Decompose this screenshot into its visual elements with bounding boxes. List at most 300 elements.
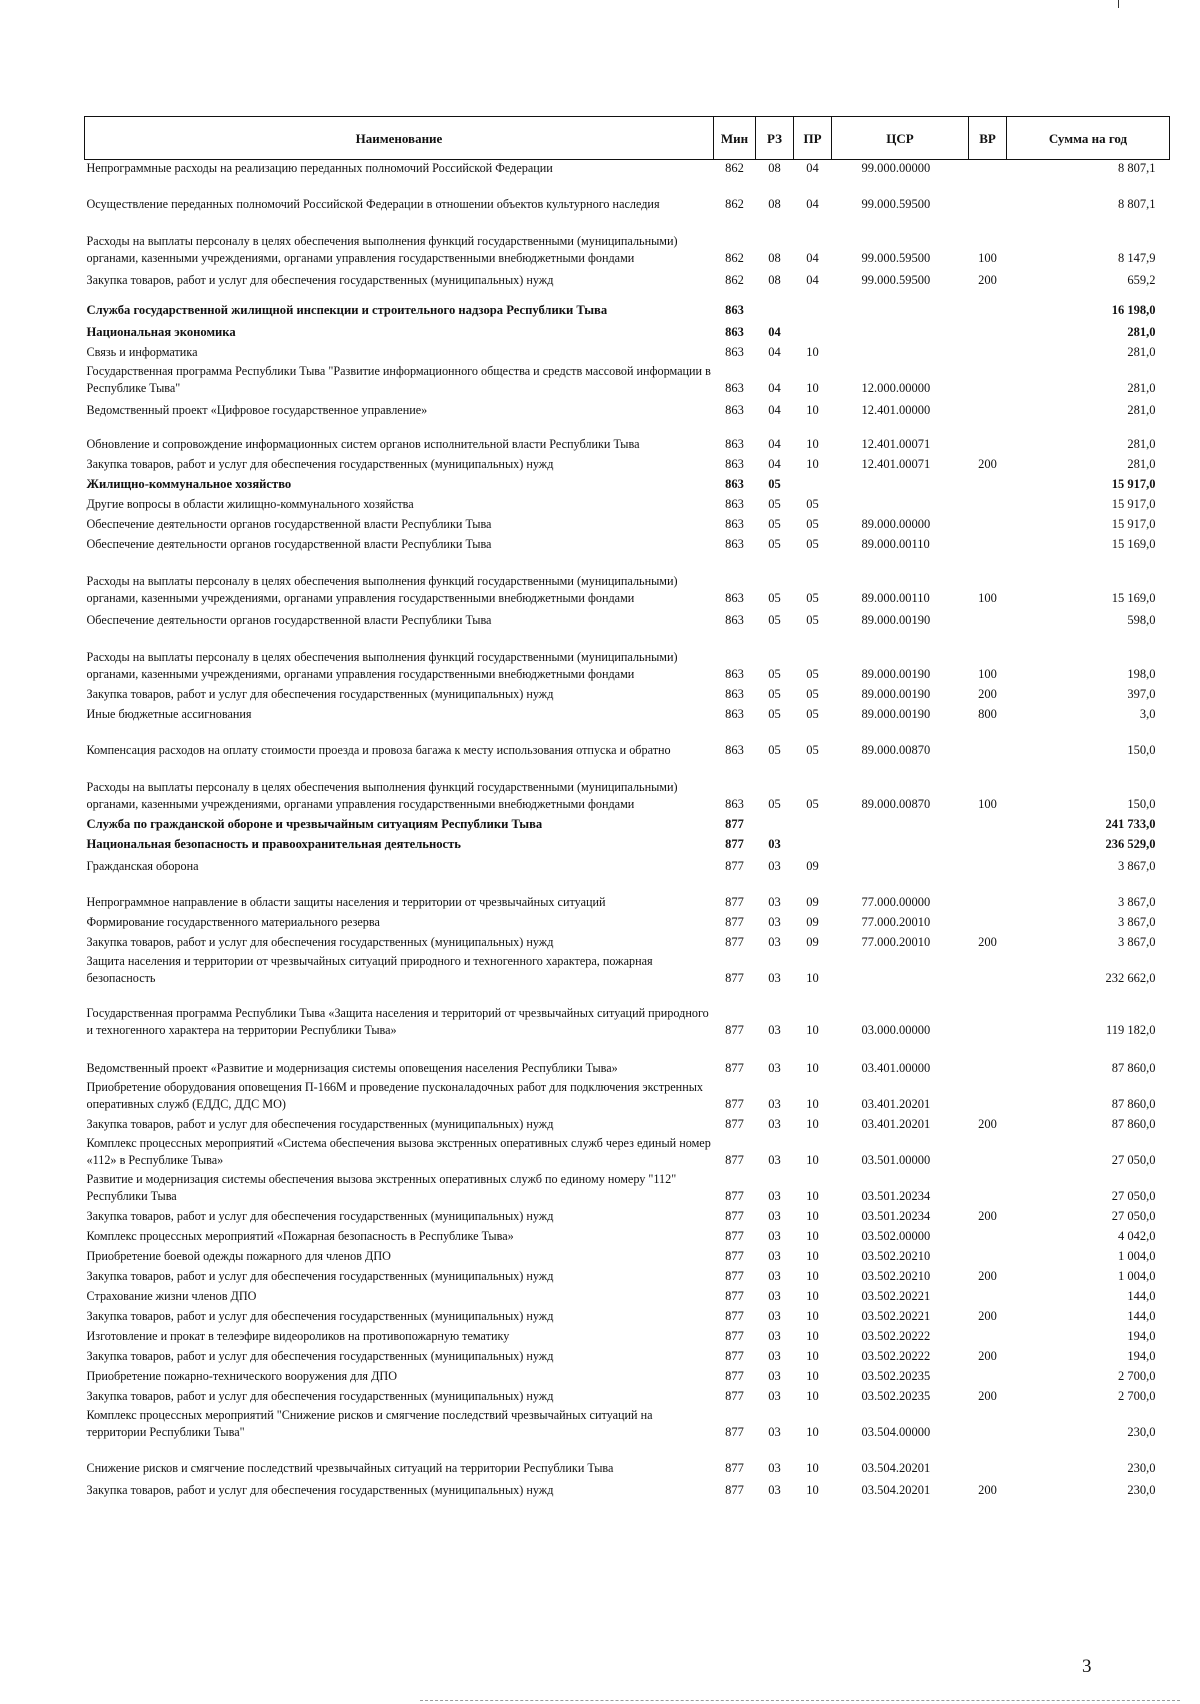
cell-pr (794, 833, 832, 853)
cell-vr: 200 (978, 1483, 997, 1497)
cell-pr: 10 (806, 1369, 819, 1383)
cell-rz: 05 (768, 743, 781, 757)
cell-pr: 10 (806, 1461, 819, 1475)
cell-sum: 230,0 (1127, 1425, 1156, 1439)
table-row (85, 1345, 1170, 1365)
cell-sum: 119 182,0 (1105, 1023, 1156, 1037)
cell-pr (794, 813, 832, 833)
cell-sum: 2 700,0 (1118, 1369, 1156, 1383)
cell-rz: 03 (768, 1461, 781, 1475)
cell-vr: 200 (978, 1309, 997, 1323)
cell-vr: 200 (978, 1349, 997, 1363)
cell-pr: 09 (806, 915, 819, 929)
cell-pr: 04 (806, 273, 819, 287)
cell-vr (969, 361, 1007, 397)
cell-sum: 236 529,0 (1105, 837, 1156, 851)
cell-name: Приобретение боевой одежды пожарного для членов ДПО (86, 1249, 391, 1263)
cell-sum: 87 860,0 (1111, 1117, 1156, 1131)
cell-sum: 87 860,0 (1111, 1097, 1156, 1111)
cell-name: Связь и информатика (86, 345, 198, 359)
corner-mark (1118, 0, 1119, 8)
cell-sum: 194,0 (1127, 1349, 1156, 1363)
cell-name: Закупка товаров, работ и услуг для обеспечения государственных (муниципальных) нужд (86, 1209, 554, 1223)
cell-name: Другие вопросы в области жилищно-коммунального хозяйства (86, 497, 414, 511)
cell-name: Изготовление и прокат в телеэфире видеороликов на противопожарную тематику (86, 1329, 510, 1343)
cell-sum: 15 169,0 (1111, 591, 1156, 605)
table-row (85, 1169, 1170, 1205)
cell-csr: 77.000.20010 (861, 915, 931, 929)
cell-pr: 10 (806, 1229, 819, 1243)
cell-min: 862 (725, 197, 744, 211)
cell-sum: 397,0 (1127, 687, 1156, 701)
cell-csr: 99.000.59500 (861, 273, 931, 287)
cell-sum: 27 050,0 (1111, 1209, 1156, 1223)
cell-csr: 89.000.00870 (861, 743, 931, 757)
header-name: Наименование (85, 117, 714, 160)
cell-vr: 200 (978, 1209, 997, 1223)
cell-vr (969, 1285, 1007, 1305)
cell-name: Ведомственный проект «Развитие и модернизация системы оповещения населения Республики Тыва» (86, 1061, 618, 1075)
cell-pr: 09 (806, 859, 819, 873)
cell-min: 863 (725, 403, 744, 417)
cell-rz: 03 (768, 1097, 781, 1111)
cell-min: 863 (725, 303, 744, 317)
cell-min: 863 (725, 743, 744, 757)
cell-csr: 03.504.00000 (861, 1425, 931, 1439)
cell-min: 862 (725, 273, 744, 287)
cell-csr: 89.000.00110 (861, 591, 930, 605)
cell-pr: 10 (806, 1097, 819, 1111)
cell-name: Государственная программа Республики Тыва «Защита населения и территорий от чрезвычайных ситуаций природного и техногенного характера на территории Республики Тыва» (86, 1006, 709, 1037)
cell-pr: 04 (806, 251, 819, 265)
cell-sum: 2 700,0 (1118, 1389, 1156, 1403)
cell-rz (756, 289, 794, 319)
cell-pr: 04 (806, 197, 819, 211)
cell-rz: 04 (768, 457, 781, 471)
cell-pr: 05 (806, 517, 819, 531)
table-row (85, 759, 1170, 813)
cell-pr: 09 (806, 935, 819, 949)
table-row (85, 513, 1170, 533)
cell-min: 877 (725, 915, 744, 929)
cell-name: Расходы на выплаты персоналу в целях обеспечения выполнения функций государственными (муниципальными) органами, казенными учреждениями, органами управления государственными внебюджетными фондами (86, 234, 678, 265)
cell-csr: 89.000.00190 (861, 687, 931, 701)
cell-min: 862 (725, 161, 744, 175)
table-row (85, 1477, 1170, 1499)
cell-pr: 09 (806, 895, 819, 909)
cell-rz: 03 (768, 837, 781, 851)
cell-vr: 800 (978, 707, 997, 721)
cell-csr (832, 493, 969, 513)
cell-min: 863 (725, 517, 744, 531)
table-row (85, 813, 1170, 833)
cell-csr: 12.401.00000 (861, 403, 931, 417)
cell-pr (794, 473, 832, 493)
cell-pr: 05 (806, 797, 819, 811)
cell-sum: 15 917,0 (1111, 477, 1156, 491)
cell-sum: 232 662,0 (1105, 971, 1156, 985)
cell-pr: 10 (806, 1249, 819, 1263)
table-row (85, 987, 1170, 1039)
table-row (85, 361, 1170, 397)
cell-name: Снижение рисков и смягчение последствий чрезвычайных ситуаций на территории Республики Тыва (86, 1461, 614, 1475)
cell-sum: 4 042,0 (1118, 1229, 1156, 1243)
cell-csr: 03.502.20210 (861, 1249, 931, 1263)
cell-csr: 03.401.20201 (861, 1117, 931, 1131)
cell-csr: 89.000.00000 (861, 517, 931, 531)
cell-name: Приобретение пожарно-технического вооружения для ДПО (86, 1369, 397, 1383)
cell-rz: 08 (768, 251, 781, 265)
cell-rz: 04 (768, 345, 781, 359)
cell-name: Закупка товаров, работ и услуг для обеспечения государственных (муниципальных) нужд (86, 457, 554, 471)
cell-vr (969, 1077, 1007, 1113)
cell-sum: 230,0 (1127, 1483, 1156, 1497)
cell-sum: 194,0 (1127, 1329, 1156, 1343)
cell-name: Закупка товаров, работ и услуг для обеспечения государственных (муниципальных) нужд (86, 1389, 554, 1403)
cell-csr: 12.000.00000 (861, 381, 931, 395)
cell-vr: 200 (978, 1269, 997, 1283)
table-row (85, 1365, 1170, 1385)
cell-min: 877 (725, 1023, 744, 1037)
budget-table (84, 116, 1170, 1499)
header-sum: Сумма на год (1007, 117, 1170, 160)
cell-sum: 150,0 (1127, 797, 1156, 811)
table-row (85, 951, 1170, 987)
cell-name: Развитие и модернизация системы обеспечения вызова экстренных оперативных служб по единому номеру "112" Республики Тыва (86, 1172, 677, 1203)
cell-rz (756, 813, 794, 833)
cell-sum: 3,0 (1139, 707, 1156, 721)
cell-name: Национальная экономика (86, 325, 236, 339)
cell-pr: 05 (806, 743, 819, 757)
cell-pr: 10 (806, 1349, 819, 1363)
table-row (85, 1385, 1170, 1405)
cell-min: 877 (725, 1329, 744, 1343)
cell-sum: 16 198,0 (1111, 303, 1156, 317)
cell-sum: 15 169,0 (1111, 537, 1156, 551)
cell-min: 862 (725, 251, 744, 265)
cell-rz: 03 (768, 971, 781, 985)
cell-csr (832, 951, 969, 987)
cell-sum: 15 917,0 (1111, 517, 1156, 531)
cell-rz: 05 (768, 687, 781, 701)
cell-vr (969, 533, 1007, 553)
cell-csr: 89.000.00110 (861, 537, 930, 551)
table-body (85, 160, 1170, 1500)
cell-min: 863 (725, 707, 744, 721)
cell-sum: 281,0 (1127, 325, 1156, 339)
cell-min: 863 (725, 797, 744, 811)
table-row (85, 1133, 1170, 1169)
cell-pr: 05 (806, 497, 819, 511)
cell-name: Непрограммные расходы на реализацию переданных полномочий Российской Федерации (86, 161, 553, 175)
cell-pr: 05 (806, 591, 819, 605)
cell-min: 877 (725, 1483, 744, 1497)
cell-name: Ведомственный проект «Цифровое государственное управление» (86, 403, 428, 417)
cell-sum: 150,0 (1127, 743, 1156, 757)
cell-csr: 12.401.00071 (861, 437, 931, 451)
cell-rz: 04 (768, 403, 781, 417)
table-row (85, 319, 1170, 341)
cell-sum: 8 807,1 (1118, 161, 1156, 175)
cell-pr (794, 319, 832, 341)
cell-sum: 3 867,0 (1118, 935, 1156, 949)
cell-rz: 03 (768, 1309, 781, 1323)
cell-name: Закупка товаров, работ и услуг для обеспечения государственных (муниципальных) нужд (86, 1309, 554, 1323)
cell-vr: 200 (978, 273, 997, 287)
cell-min: 877 (725, 1117, 744, 1131)
cell-rz: 03 (768, 1117, 781, 1131)
cell-sum: 281,0 (1127, 381, 1156, 395)
cell-min: 863 (725, 457, 744, 471)
cell-vr (969, 319, 1007, 341)
cell-rz: 03 (768, 1483, 781, 1497)
table-row (85, 213, 1170, 267)
cell-name: Жилищно-коммунальное хозяйство (86, 477, 292, 491)
cell-vr (969, 723, 1007, 759)
cell-sum: 241 733,0 (1105, 817, 1156, 831)
cell-csr: 03.502.20235 (861, 1369, 931, 1383)
cell-min: 863 (725, 591, 744, 605)
cell-min: 863 (725, 667, 744, 681)
cell-sum: 3 867,0 (1118, 895, 1156, 909)
cell-min: 877 (725, 1249, 744, 1263)
cell-pr: 10 (806, 1483, 819, 1497)
table-row (85, 683, 1170, 703)
cell-sum: 281,0 (1127, 457, 1156, 471)
cell-csr: 03.504.20201 (861, 1483, 931, 1497)
cell-vr (969, 1169, 1007, 1205)
cell-sum: 281,0 (1127, 345, 1156, 359)
cell-min: 877 (725, 837, 744, 851)
cell-name: Обеспечение деятельности органов государственной власти Республики Тыва (86, 537, 492, 551)
cell-rz: 03 (768, 1153, 781, 1167)
cell-pr: 10 (806, 971, 819, 985)
cell-sum: 281,0 (1127, 403, 1156, 417)
cell-csr: 12.401.00071 (861, 457, 931, 471)
cell-vr (969, 1365, 1007, 1385)
cell-rz: 03 (768, 1389, 781, 1403)
cell-rz: 05 (768, 707, 781, 721)
table-row (85, 1225, 1170, 1245)
table-row (85, 1405, 1170, 1441)
table-row (85, 931, 1170, 951)
cell-min: 863 (725, 325, 744, 339)
cell-pr: 10 (806, 381, 819, 395)
table-row (85, 453, 1170, 473)
table-row (85, 1039, 1170, 1077)
cell-name: Непрограммное направление в области защиты населения и территории от чрезвычайных ситуаций (86, 895, 606, 909)
table-row (85, 419, 1170, 453)
cell-pr: 10 (806, 1289, 819, 1303)
cell-pr (794, 289, 832, 319)
cell-vr (969, 341, 1007, 361)
cell-csr: 03.502.20210 (861, 1269, 931, 1283)
cell-name: Формирование государственного материального резерва (86, 915, 380, 929)
table-row (85, 629, 1170, 683)
cell-vr (969, 419, 1007, 453)
cell-rz: 05 (768, 667, 781, 681)
cell-sum: 1 004,0 (1118, 1269, 1156, 1283)
cell-min: 877 (725, 1309, 744, 1323)
table-row (85, 160, 1170, 178)
cell-csr: 77.000.20010 (861, 935, 931, 949)
cell-name: Защита населения и территории от чрезвычайных ситуаций природного и техногенного характера, пожарная безопасность (86, 954, 653, 985)
cell-vr (969, 177, 1007, 213)
cell-sum: 281,0 (1127, 437, 1156, 451)
cell-sum: 659,2 (1127, 273, 1156, 287)
cell-pr: 04 (806, 161, 819, 175)
cell-pr: 10 (806, 345, 819, 359)
cell-pr: 10 (806, 457, 819, 471)
cell-rz: 03 (768, 1369, 781, 1383)
cell-csr (832, 833, 969, 853)
cell-min: 877 (725, 1425, 744, 1439)
table-row (85, 1205, 1170, 1225)
cell-csr: 89.000.00190 (861, 613, 931, 627)
cell-pr: 10 (806, 1209, 819, 1223)
cell-min: 877 (725, 1369, 744, 1383)
cell-csr: 99.000.59500 (861, 197, 931, 211)
cell-vr (969, 1245, 1007, 1265)
cell-csr (832, 341, 969, 361)
cell-sum: 230,0 (1127, 1461, 1156, 1475)
cell-rz: 03 (768, 1289, 781, 1303)
cell-min: 877 (725, 1153, 744, 1167)
table-row (85, 397, 1170, 419)
header-vr: ВР (969, 117, 1007, 160)
header-rz: РЗ (756, 117, 794, 160)
table-row (85, 911, 1170, 931)
cell-rz: 03 (768, 1229, 781, 1243)
cell-csr: 03.502.00000 (861, 1229, 931, 1243)
cell-vr (969, 1405, 1007, 1441)
cell-rz: 05 (768, 477, 781, 491)
cell-min: 877 (725, 817, 744, 831)
table-row (85, 607, 1170, 629)
cell-sum: 27 050,0 (1111, 1153, 1156, 1167)
cell-pr: 05 (806, 707, 819, 721)
cell-csr: 89.000.00870 (861, 797, 931, 811)
cell-min: 877 (725, 935, 744, 949)
cell-name: Расходы на выплаты персоналу в целях обеспечения выполнения функций государственными (муниципальными) органами, казенными учреждениями, органами управления государственными внебюджетными фондами (86, 574, 678, 605)
cell-vr (969, 1133, 1007, 1169)
cell-min: 877 (725, 971, 744, 985)
cell-min: 877 (725, 1461, 744, 1475)
cell-name: Компенсация расходов на оплату стоимости проезда и провоза багажа к месту использования отпуска и обратно (86, 743, 671, 757)
cell-vr (969, 951, 1007, 987)
cell-vr (969, 1325, 1007, 1345)
cell-name: Приобретение оборудования оповещения П-166М и проведение пусконаладочных работ для подключения экстренных оперативных служб (ЕДДС, ДДС МО) (86, 1080, 703, 1111)
cell-pr: 05 (806, 537, 819, 551)
cell-vr: 200 (978, 935, 997, 949)
cell-vr (969, 833, 1007, 853)
cell-csr: 03.502.20222 (861, 1329, 931, 1343)
cell-sum: 3 867,0 (1118, 915, 1156, 929)
cell-pr: 10 (806, 1061, 819, 1075)
cell-csr: 03.000.00000 (861, 1023, 931, 1037)
table-row (85, 493, 1170, 513)
cell-name: Обеспечение деятельности органов государственной власти Республики Тыва (86, 517, 492, 531)
cell-csr (832, 813, 969, 833)
cell-vr: 100 (978, 251, 997, 265)
cell-rz: 03 (768, 859, 781, 873)
cell-vr (969, 493, 1007, 513)
cell-min: 877 (725, 1269, 744, 1283)
cell-min: 877 (725, 1097, 744, 1111)
cell-csr: 99.000.59500 (861, 251, 931, 265)
cell-min: 863 (725, 345, 744, 359)
cell-name: Национальная безопасность и правоохранительная деятельность (86, 837, 461, 851)
cell-pr: 10 (806, 1309, 819, 1323)
cell-rz: 03 (768, 1209, 781, 1223)
cell-csr: 77.000.00000 (861, 895, 931, 909)
table-row (85, 177, 1170, 213)
cell-rz: 08 (768, 161, 781, 175)
cell-csr: 03.502.20221 (861, 1309, 931, 1323)
cell-pr: 10 (806, 437, 819, 451)
budget-table-sheet (84, 116, 1169, 1499)
cell-sum: 87 860,0 (1111, 1061, 1156, 1075)
table-row (85, 533, 1170, 553)
cell-pr: 10 (806, 1389, 819, 1403)
cell-vr (969, 160, 1007, 178)
cell-csr: 03.401.00000 (861, 1061, 931, 1075)
cell-rz: 05 (768, 613, 781, 627)
page-number: 3 (1082, 1656, 1092, 1677)
cell-vr (969, 289, 1007, 319)
cell-sum: 8 147,9 (1118, 251, 1156, 265)
cell-pr: 10 (806, 1189, 819, 1203)
table-row (85, 1245, 1170, 1265)
cell-min: 877 (725, 1349, 744, 1363)
cell-rz: 03 (768, 1023, 781, 1037)
cell-name: Комплекс процессных мероприятий «Пожарная безопасность в Республике Тыва» (86, 1229, 514, 1243)
cell-vr (969, 987, 1007, 1039)
cell-rz: 03 (768, 935, 781, 949)
table-row (85, 1113, 1170, 1133)
table-header-row (85, 117, 1170, 160)
cell-pr: 10 (806, 1153, 819, 1167)
cell-rz: 03 (768, 895, 781, 909)
cell-rz: 04 (768, 381, 781, 395)
cell-sum: 198,0 (1127, 667, 1156, 681)
header-pr: ПР (794, 117, 832, 160)
cell-sum: 15 917,0 (1111, 497, 1156, 511)
cell-rz: 03 (768, 1249, 781, 1263)
bottom-dashed-line (420, 1700, 1180, 1701)
cell-min: 863 (725, 497, 744, 511)
cell-min: 877 (725, 859, 744, 873)
cell-rz: 03 (768, 1329, 781, 1343)
cell-name: Закупка товаров, работ и услуг для обеспечения государственных (муниципальных) нужд (86, 935, 554, 949)
table-row (85, 1077, 1170, 1113)
cell-name: Служба государственной жилищной инспекции и строительного надзора Республики Тыва (86, 303, 608, 317)
cell-vr: 200 (978, 687, 997, 701)
cell-rz: 03 (768, 1189, 781, 1203)
cell-rz: 05 (768, 517, 781, 531)
cell-min: 877 (725, 1189, 744, 1203)
cell-rz: 03 (768, 1349, 781, 1363)
table-row (85, 833, 1170, 853)
cell-vr (969, 813, 1007, 833)
cell-csr: 89.000.00190 (861, 707, 931, 721)
cell-min: 877 (725, 1209, 744, 1223)
cell-name: Комплекс процессных мероприятий «Система обеспечения вызова экстренных оперативных служб через единый номер «112» в Республике Тыва» (86, 1136, 711, 1167)
cell-name: Расходы на выплаты персоналу в целях обеспечения выполнения функций государственными (муниципальными) органами, казенными учреждениями, органами управления государственными внебюджетными фондами (86, 780, 678, 811)
cell-name: Обеспечение деятельности органов государственной власти Республики Тыва (86, 613, 492, 627)
cell-min: 877 (725, 1389, 744, 1403)
cell-pr: 05 (806, 687, 819, 701)
